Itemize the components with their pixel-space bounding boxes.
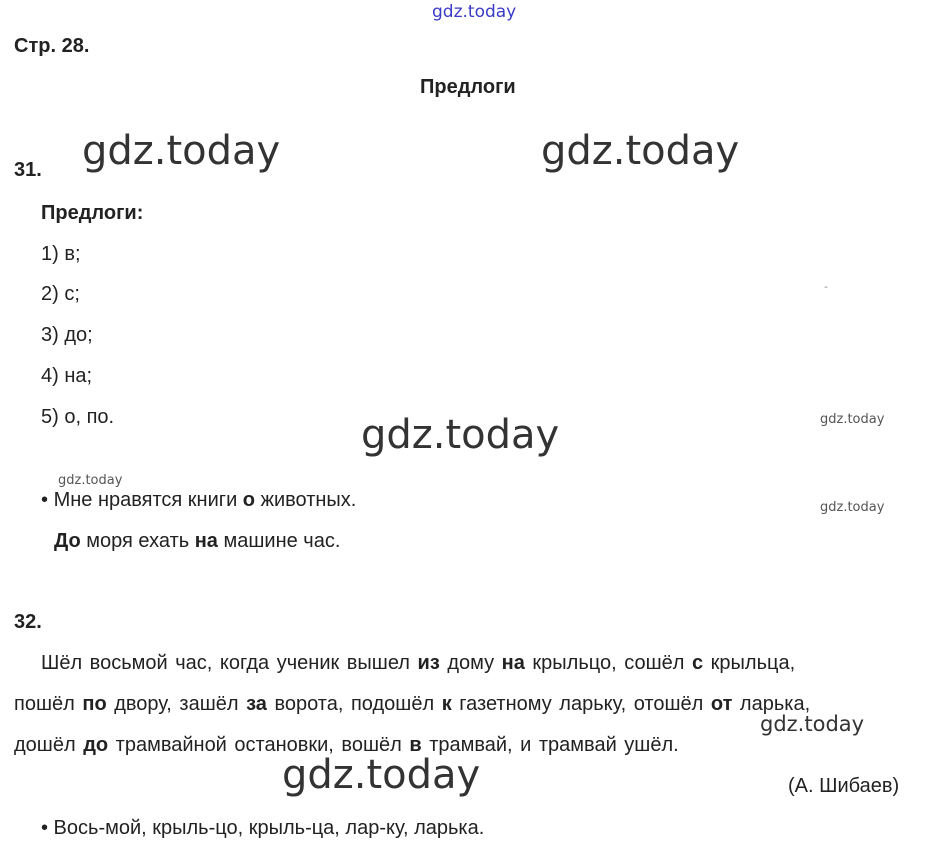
list-item: 4) на;	[41, 365, 93, 387]
text: крыльцо, сошёл	[524, 652, 692, 674]
text: трамвайной остановки, вошёл	[108, 734, 410, 756]
preposition: в	[409, 734, 422, 756]
preposition: с	[691, 652, 704, 674]
preposition: на	[194, 530, 218, 552]
preposition: за	[246, 693, 267, 715]
task-subtitle: Предлоги:	[41, 202, 144, 224]
watermark-large: gdz.today	[361, 412, 560, 458]
stray-dash: -	[824, 280, 828, 293]
task-number: 32.	[14, 611, 42, 633]
text: трамвай, и трамвай ушёл.	[421, 734, 679, 756]
watermark-small: gdz.today	[820, 500, 885, 515]
list-item: 2) с;	[41, 283, 80, 305]
sentence-text: Мне нравятся книги	[53, 489, 243, 511]
watermark-small: gdz.today	[820, 412, 885, 427]
paragraph-line	[14, 734, 679, 757]
watermark-large: gdz.today	[82, 128, 281, 174]
example-sentence	[41, 489, 356, 512]
page-label: Стр. 28.	[14, 35, 90, 57]
preposition: о	[242, 489, 256, 511]
sentence-text: моря ехать	[80, 530, 195, 552]
watermark-medium: gdz.today	[760, 712, 865, 736]
preposition: по	[82, 693, 107, 715]
text: крыльца,	[703, 652, 796, 674]
text: дошёл	[14, 734, 84, 756]
preposition: к	[441, 693, 452, 715]
text: газетному ларьку, отошёл	[451, 693, 711, 715]
text: двору, зашёл	[106, 693, 247, 715]
author: (А. Шибаев)	[788, 775, 900, 797]
preposition: на	[501, 652, 525, 674]
list-item: 1) в;	[41, 243, 81, 265]
hyphenation-line: • Вось-мой, крыль-цо, крыль-ца, лар-ку, ларька.	[41, 817, 485, 839]
watermark-large: gdz.today	[541, 128, 740, 174]
text: Шёл восьмой час, когда ученик вышел	[41, 652, 418, 674]
watermark-top: gdz.today	[432, 2, 517, 22]
task-number: 31.	[14, 159, 42, 181]
sentence-text: животных.	[255, 489, 357, 511]
page-title: Предлоги	[420, 76, 516, 98]
preposition: До	[54, 530, 81, 552]
text: пошёл	[14, 693, 83, 715]
preposition: до	[83, 734, 109, 756]
watermark-small: gdz.today	[58, 473, 123, 488]
example-sentence	[54, 530, 340, 553]
sentence-text: машине час.	[217, 530, 341, 552]
text: дому	[439, 652, 502, 674]
watermark-large: gdz.today	[282, 752, 481, 798]
list-item: 5) о, по.	[41, 406, 115, 428]
bullet: •	[41, 489, 49, 511]
preposition: от	[710, 693, 733, 715]
text: ларька,	[732, 693, 811, 715]
preposition: из	[417, 652, 440, 674]
paragraph-line	[41, 652, 941, 675]
text: ворота, подошёл	[266, 693, 442, 715]
list-item: 3) до;	[41, 324, 93, 346]
paragraph-line	[14, 693, 944, 716]
